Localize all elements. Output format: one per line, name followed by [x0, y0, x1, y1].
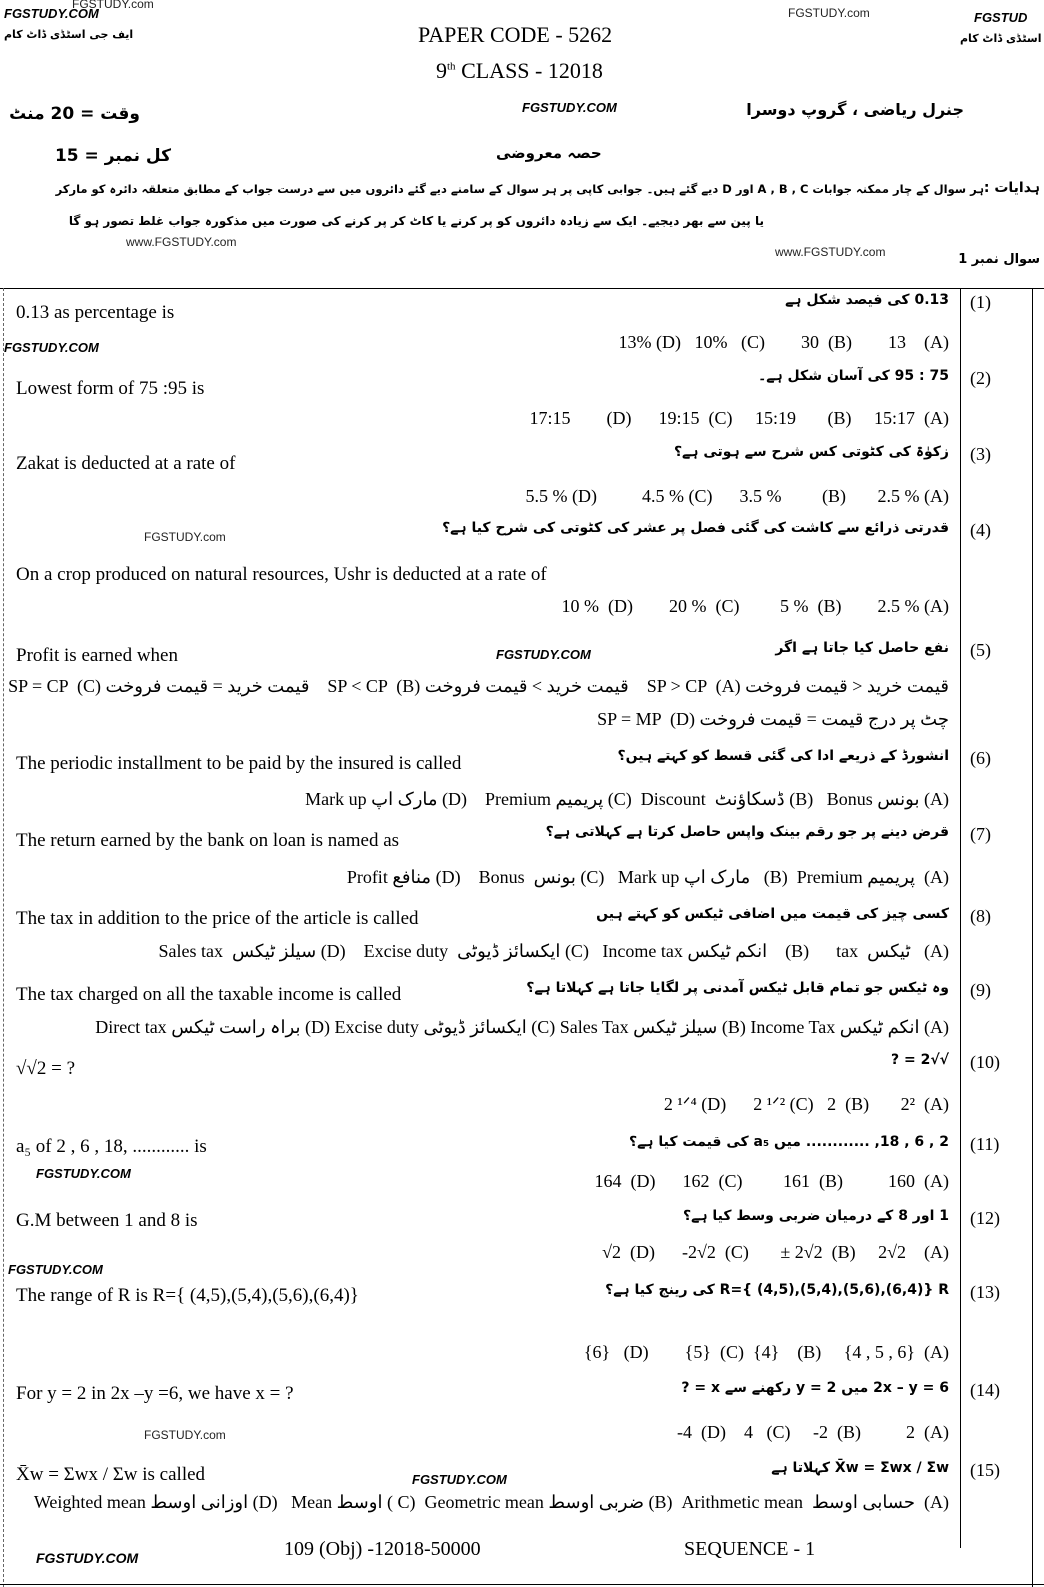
watermark: FGSTUDY.com: [144, 1428, 226, 1442]
answer-options: SP = CP (C) قیمت خرید = قیمت فروخت SP < CP (B) قیمت خرید > قیمت فروخت SP > CP (A) قیمت خرید < قیمت فروخت: [8, 676, 949, 696]
question-english: Zakat is deducted at a rate of: [16, 453, 236, 474]
question-number: (5): [970, 640, 991, 660]
instructions-label: ہدایات :: [983, 180, 1040, 196]
question-number: (14): [970, 1380, 1000, 1400]
question-urdu: X̄w = Σwx / Σw کہلاتا ہے: [771, 1460, 949, 1476]
question-english: X̄w = Σwx / Σw is called: [16, 1464, 206, 1485]
question-urdu: 1 اور 8 کے درمیان ضربی وسط کیا ہے؟: [683, 1208, 949, 1224]
class-number: 9: [436, 58, 447, 83]
question-number: (15): [970, 1460, 1000, 1480]
watermark: www.FGSTUDY.com: [126, 235, 237, 249]
watermark: FGSTUDY.COM: [4, 6, 99, 21]
question-urdu: نفع حاصل کیا جاتا ہے اگر: [775, 640, 949, 656]
question-urdu: 75 : 95 کی آسان شکل ہے۔: [758, 368, 949, 384]
question-english: G.M between 1 and 8 is: [16, 1210, 198, 1231]
question-number: (9): [970, 980, 991, 1000]
question-english: For y = 2 in 2x –y =6, we have x = ?: [16, 1383, 294, 1404]
question-number: (12): [970, 1208, 1000, 1228]
watermark: FGSTUDY.COM: [522, 100, 617, 115]
question-label: سوال نمبر 1: [958, 252, 1040, 267]
watermark: FGSTUDY.com: [144, 530, 226, 544]
number-column-border: [960, 288, 961, 1548]
watermark: FGSTUDY.COM: [412, 1472, 507, 1487]
question-number: (8): [970, 906, 991, 926]
footer-code: 109 (Obj) -12018-50000: [284, 1538, 481, 1560]
question-english: The range of R is R={ (4,5),(5,4),(5,6),(6,4)}: [16, 1285, 359, 1306]
answer-options: 164 (D) 162 (C) 161 (B) 160 (A): [594, 1171, 949, 1191]
question-urdu: 2 , 6 , 18, ............ میں a₅ کی قیمت کیا ہے؟: [628, 1134, 949, 1150]
question-english: The tax in addition to the price of the article is called: [16, 908, 419, 929]
total-marks: کل نمبر = 15: [54, 146, 171, 166]
watermark: FGSTUDY.COM: [36, 1166, 131, 1181]
question-urdu: زکوٰۃ کی کٹوتی کس شرح سے ہوتی ہے؟: [673, 444, 949, 460]
question-urdu: 0.13 کی فیصد شکل ہے: [785, 292, 949, 308]
question-number: (1): [970, 292, 991, 312]
question-english: 0.13 as percentage is: [16, 302, 175, 323]
question-english: a₅ of 2 , 6 , 18, ............ is: [16, 1136, 207, 1157]
watermark: FGSTUDY.COM: [36, 1550, 139, 1566]
answer-options: SP = MP (D) چٹ پر درج قیمت = قیمت فروخت: [597, 709, 949, 729]
question-urdu: کسی چیز کی قیمت میں اضافی ٹیکس کو کہتے ہیں: [596, 906, 949, 922]
watermark: FGSTUDY.COM: [8, 1262, 103, 1277]
question-english: The tax charged on all the taxable income is called: [16, 984, 402, 1005]
watermark: FGSTUDY.COM: [4, 340, 99, 355]
watermark: FGSTUDY.COM: [496, 647, 591, 662]
left-border: [3, 288, 4, 1587]
answer-options: {6} (D) {5} (C) {4} (B) {4 , 5 , 6} (A): [583, 1342, 949, 1362]
question-number: (11): [970, 1134, 1000, 1154]
instructions-text: ہر سوال کے چار ممکنہ جوابات A , B , C اور D دیے گئے ہیں۔ جوابی کاپی پر ہر سوال کے سامنے دیے گئے دائروں میں سے درست جواب کے مطابق متعلقہ دائرہ کو مارکر: [55, 182, 984, 196]
question-urdu: انشورڈ کے ذریعے ادا کی گئی قسط کو کہتے ہیں؟: [617, 748, 949, 764]
watermark: FGSTUDY.com: [72, 0, 154, 11]
class-sup: th: [447, 60, 456, 73]
question-number: (2): [970, 368, 991, 388]
question-english: The periodic installment to be paid by the insured is called: [16, 753, 462, 774]
watermark: FGSTUDY.com: [788, 6, 870, 20]
question-urdu: وہ ٹیکس جو تمام قابل ٹیکس آمدنی پر لگایا جاتا ہے کہلاتا ہے؟: [526, 980, 949, 996]
table-bottom-border: [0, 1584, 1044, 1585]
answer-options: -4 (D) 4 (C) -2 (B) 2 (A): [677, 1422, 949, 1442]
question-english: Lowest form of 75 :95 is: [16, 378, 205, 399]
section-title: حصہ معروضی: [496, 144, 602, 162]
answer-options: Direct tax براہ راست ٹیکس (D) Excise duty ایکسائز ڈیوٹی (C) Sales Tax سیلز ٹیکس (B) Income Tax انکم ٹیکس (A): [95, 1017, 949, 1037]
question-number: (10): [970, 1052, 1000, 1072]
answer-options: Sales tax سیلز ٹیکس (D) Excise duty ایکسائز ڈیوٹی (C) Income tax انکم ٹیکس (B) tax ٹیکس (A): [158, 941, 949, 961]
answer-options: 10 % (D) 20 % (C) 5 % (B) 2.5 % (A): [561, 596, 949, 616]
question-number: (4): [970, 520, 991, 540]
time-allowed: وقت = 20 منٹ: [9, 104, 140, 124]
question-english: √√2 = ?: [16, 1058, 76, 1079]
footer-sequence: SEQUENCE - 1: [684, 1538, 816, 1560]
answer-options: 2 ¹ᐟ⁴ (D) 2 ¹ᐟ² (C) 2 (B) 2² (A): [663, 1094, 949, 1114]
question-english: On a crop produced on natural resources, Ushr is deducted at a rate of: [16, 564, 547, 585]
answer-options: Weighted mean اوزانی اوسط (D) Mean اوسط ( C) Geometric mean ضربی اوسط (B) Arithmetic mean حسابی اوسط (A): [33, 1492, 949, 1512]
question-urdu: √√2 = ?: [890, 1052, 949, 1068]
instructions-text: یا پین سے بھر دیجیے۔ ایک سے زیادہ دائروں کو پر کرنے یا کاٹ کر پر کرنے کی صورت میں مذکورہ جواب غلط تصور ہو گا: [68, 214, 764, 228]
answer-options: Profit منافع (D) Bonus بونس (C) Mark up مارک اپ (B) Premium پریمیم (A): [346, 867, 949, 887]
question-number: (3): [970, 444, 991, 464]
class-year: CLASS - 12018: [455, 58, 603, 83]
question-urdu: قدرتی ذرائع سے کاشت کی گئی فصل پر عشر کی کٹوتی کی شرح کیا ہے؟: [442, 520, 949, 536]
question-number: (7): [970, 824, 991, 844]
answer-options: Mark up مارک اپ (D) Premium پریمیم (C) Discount ڈسکاؤنٹ (B) Bonus بونس (A): [305, 789, 949, 809]
question-urdu: قرض دینے پر جو رقم بینک واپس حاصل کرتا ہے کہلاتی ہے؟: [545, 824, 949, 840]
right-border: [1032, 288, 1033, 1587]
question-urdu: 2x – y = 6 میں y = 2 رکھنے سے x = ?: [681, 1380, 949, 1396]
watermark-urdu: اسٹڈی ڈاٹ کام: [960, 32, 1042, 45]
answer-options: 5.5 % (D) 4.5 % (C) 3.5 % (B) 2.5 % (A): [525, 486, 949, 506]
question-english: The return earned by the bank on loan is named as: [16, 830, 400, 851]
class-title: [436, 58, 603, 84]
question-english: Profit is earned when: [16, 645, 178, 666]
paper-code: PAPER CODE - 5262: [418, 22, 613, 47]
watermark: FGSTUD: [974, 10, 1028, 25]
question-number: (13): [970, 1282, 1000, 1302]
subject-group: جنرل ریاضی ، گروپ دوسرا: [746, 100, 964, 119]
answer-options: √2 (D) -2√2 (C) ± 2√2 (B) 2√2 (A): [602, 1242, 949, 1262]
watermark: www.FGSTUDY.com: [775, 245, 886, 259]
question-urdu: R={ (4,5),(5,4),(5,6),(6,4)} R کی رینج کیا ہے؟: [605, 1282, 949, 1298]
table-top-border: [0, 288, 1044, 289]
answer-options: 17:15 (D) 19:15 (C) 15:19 (B) 15:17 (A): [529, 408, 949, 428]
answer-options: 13% (D) 10% (C) 30 (B) 13 (A): [618, 332, 949, 352]
question-number: (6): [970, 748, 991, 768]
watermark-urdu: ایف جی اسٹڈی ڈاٹ کام: [4, 28, 134, 41]
